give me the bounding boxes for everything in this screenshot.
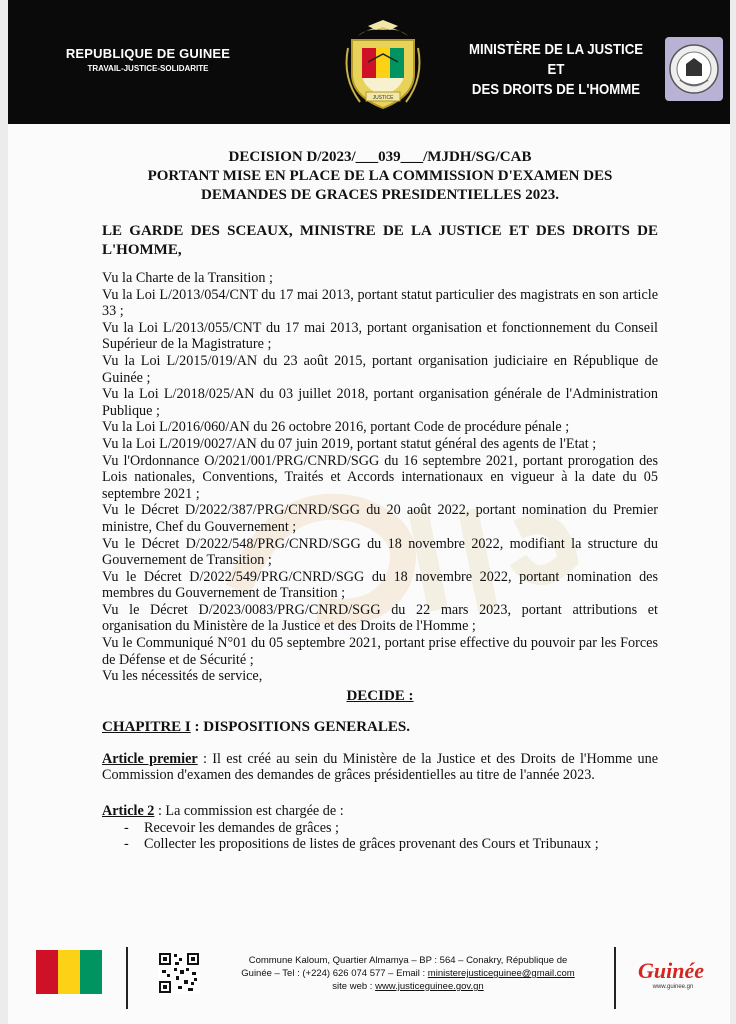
decide-heading: DECIDE : (346, 687, 414, 704)
footer-divider (126, 947, 128, 1009)
article-2-list (102, 820, 658, 853)
republic-motto: TRAVAIL-JUSTICE-SOLIDARITE (87, 64, 209, 73)
guinea-flag-icon (36, 950, 102, 994)
decision-subject-line1: PORTANT MISE EN PLACE DE LA COMMISSION D'EXAMEN DES (147, 168, 613, 184)
minister-heading: LE GARDE DES SCEAUX, MINISTRE DE LA JUSTICE ET DES DROITS DE L'HOMME, (102, 223, 658, 258)
legal-reference: Vu la Loi L/2015/019/AN du 23 août 2015, portant organisation judiciaire en République de Guinée ; (102, 352, 658, 386)
legal-reference: Vu la Loi L/2016/060/AN du 26 octobre 2016, portant Code de procédure pénale ; (102, 419, 570, 436)
chapter-heading (102, 718, 658, 737)
website-label: site web : (332, 981, 376, 992)
emblem-banner: JUSTICE (372, 95, 394, 101)
guinee-brand-logo: Guinée (638, 958, 704, 983)
article-premier (102, 751, 658, 784)
decision-subject-line2: DEMANDES DE GRACES PRESIDENTIELLES 2023. (201, 187, 559, 203)
chapter-label: CHAPITRE I (102, 718, 191, 735)
list-item: - Recevoir les demandes de grâces ; (102, 820, 658, 837)
guinea-coat-of-arms-icon (338, 18, 428, 114)
article-label: Article 2 (102, 803, 155, 820)
qr-code-icon (158, 952, 200, 994)
ministry-name (468, 40, 644, 100)
ministry-name-line2: DES DROITS DE L'HOMME (471, 81, 641, 98)
article-2 (102, 803, 658, 853)
ministry-name-line1: MINISTÈRE DE LA JUSTICE ET (468, 41, 644, 78)
legal-reference: Vu la Loi L/2018/025/AN du 03 juillet 2018, portant organisation générale de l'Administration Publique ; (102, 386, 658, 419)
legal-reference: Vu le Décret D/2022/387/PRG/CNRD/SGG du 20 août 2022, portant nomination du Premier ministre, Chef du Gouvernement ; (102, 502, 658, 535)
legal-reference: Vu la Charte de la Transition ; (102, 270, 273, 286)
address-line1: Commune Kaloum, Quartier Almamya – BP : 564 – Conakry, République de (248, 955, 568, 966)
chapter-title: : DISPOSITIONS GENERALES. (190, 718, 410, 735)
email-link[interactable]: ministerejusticeguinee@gmail.com (427, 968, 575, 979)
legal-reference: Vu le Décret D/2022/548/PRG/CNRD/SGG du 18 novembre 2022, modifiant la structure du Gouvernement de Transition ; (102, 535, 658, 569)
footer-divider (614, 947, 616, 1009)
guinee-brand-url: www.guinee.gn (652, 984, 694, 990)
document-page (8, 0, 730, 1024)
legal-reference: Vu l'Ordonnance O/2021/001/PRG/CNRD/SGG du 16 septembre 2021, portant prorogation des Lois nationales, Conventions, Traités et Accords internationaux en vigueur à la date du 05 septembre 2021 ; (102, 452, 658, 502)
list-item: - Collecter les propositions de listes de grâces provenant des Cours et Tribunaux ; (102, 836, 658, 853)
legal-reference: Vu les nécessités de service, (102, 668, 263, 685)
legal-references (102, 270, 658, 685)
footer-address (208, 954, 608, 993)
legal-reference: Vu la Loi L/2013/055/CNT du 17 mai 2013, portant organisation et fonctionnement du Conseil Supérieur de la Magistrature ; (102, 319, 658, 353)
letterhead-header (8, 0, 730, 124)
legal-reference: Vu le Communiqué N°01 du 05 septembre 2021, portant prise effective du pouvoir par les Forces de Défense et de Sécurité ; (102, 635, 658, 668)
address-line2: Guinée – Tel : (+224) 626 074 577 – Email : (241, 968, 428, 979)
decision-number: DECISION D/2023/___039___/MJDH/SG/CAB (228, 149, 532, 165)
legal-reference: Vu le Décret D/2023/0083/PRG/CNRD/SGG du 22 mars 2023, portant attributions et organisation du Ministère de la Justice et des Droits de l'Homme ; (102, 601, 658, 635)
document-body (102, 148, 658, 853)
legal-reference: Vu le Décret D/2022/549/PRG/CNRD/SGG du 18 novembre 2022, portant nomination des membres du Gouvernement de Transition ; (102, 568, 658, 602)
article-text: : Il est créé au sein du Ministère de la Justice et des Droits de l'Homme une Commission d'examen des demandes de grâces présidentielles au titre de l'année 2023. (102, 750, 659, 784)
website-link[interactable]: www.justiceguinee.gov.gn (375, 981, 484, 992)
article-label: Article premier (102, 750, 198, 767)
legal-reference: Vu la Loi L/2019/0027/AN du 07 juin 2019, portant statut général des agents de l'Etat ; (102, 435, 597, 452)
article-text: : La commission est chargée de : (154, 803, 344, 820)
republic-name: REPUBLIQUE DE GUINEE (65, 46, 231, 61)
decision-title (102, 148, 658, 205)
legal-reference: Vu la Loi L/2013/054/CNT du 17 mai 2013, portant statut particulier des magistrats en son article 33 ; (102, 286, 658, 320)
ministry-seal-icon (664, 36, 724, 102)
